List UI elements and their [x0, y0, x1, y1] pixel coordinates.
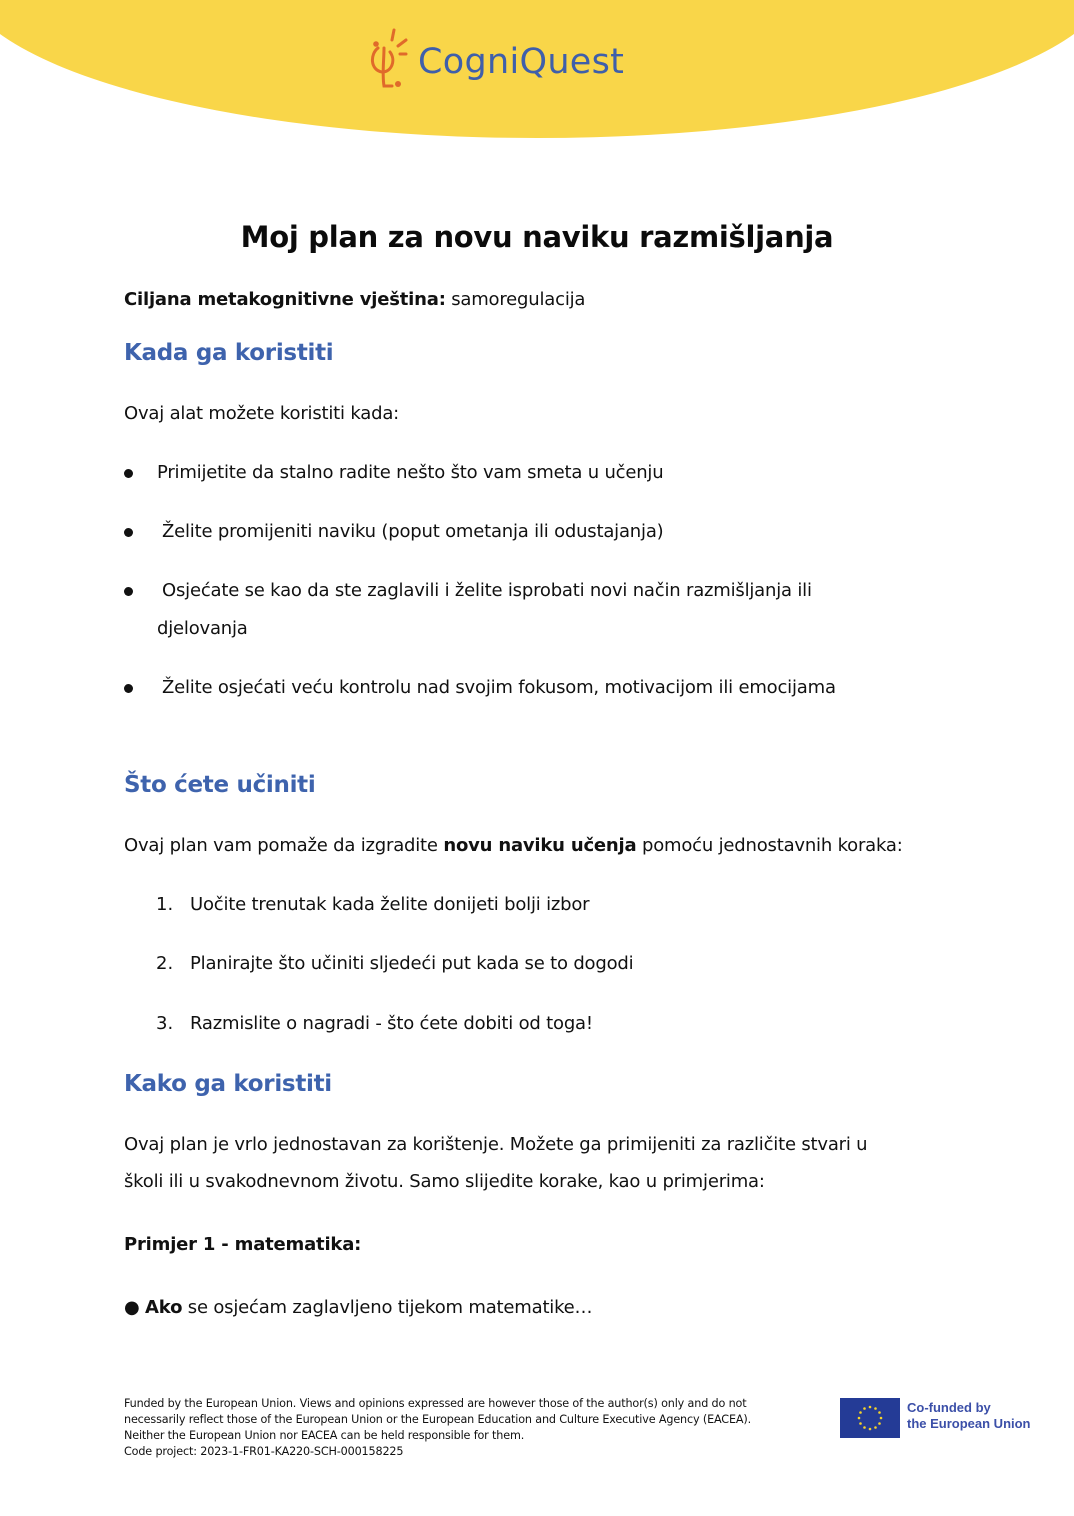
target-skill: [124, 289, 585, 310]
eu-label-line: Co-funded by: [907, 1400, 991, 1415]
when-bullet-4: Želite osjećati veću kontrolu nad svojim fokusom, motivacijom ili emocijama: [162, 677, 836, 698]
target-skill-label: Ciljana metakognitivne vještina:: [124, 289, 446, 310]
bullet-icon: [124, 684, 133, 693]
eu-label-line: the European Union: [907, 1416, 1031, 1431]
example-bullet-bold: Ako: [145, 1297, 183, 1318]
when-bullet-3-cont: djelovanja: [157, 618, 248, 639]
what-intro-bold: novu naviku učenja: [443, 835, 637, 856]
what-intro-after: pomoću jednostavnih koraka:: [642, 835, 903, 856]
example-bullet-text: se osjećam zaglavljeno tijekom matematike…: [187, 1297, 593, 1318]
when-bullet-2: Želite promijeniti naviku (poput ometanja ili odustajanja): [162, 521, 664, 542]
step-2: Planirajte što učiniti sljedeći put kada se to dogodi: [190, 953, 634, 974]
project-code: Code project: 2023-1-FR01-KA220-SCH-000158225: [124, 1445, 404, 1458]
disclaimer-line: Neither the European Union nor EACEA can be held responsible for them.: [124, 1429, 525, 1442]
logo-text: CogniQuest: [418, 42, 625, 82]
when-intro: Ovaj alat možete koristiti kada:: [124, 403, 400, 424]
when-bullet-3: Osjećate se kao da ste zaglavili i želite isprobati novi način razmišljanja ili: [162, 580, 812, 601]
eu-cofunded-label: [907, 1400, 1031, 1432]
disclaimer-line: necessarily reflect those of the European Union or the European Education and Culture Executive Agency (EACEA).: [124, 1413, 752, 1426]
what-intro-before: Ovaj plan vam pomaže da izgradite: [124, 835, 438, 856]
bullet-icon: [124, 469, 133, 478]
how-paragraph-line-1: Ovaj plan je vrlo jednostavan za korištenje. Možete ga primijeniti za različite stvari u: [124, 1134, 868, 1155]
disclaimer-line: Funded by the European Union. Views and opinions expressed are however those of the author(s) only and do not: [124, 1397, 747, 1410]
step-3: Razmislite o nagradi - što ćete dobiti od toga!: [190, 1013, 593, 1034]
step-1: Uočite trenutak kada želite donijeti bolji izbor: [190, 894, 590, 915]
cogniquest-logo: [364, 26, 624, 92]
step-number: 1.: [156, 894, 174, 915]
when-bullet-1: Primijetite da stalno radite nešto što vam smeta u učenju: [157, 462, 664, 483]
page-title: Moj plan za novu naviku razmišljanja: [240, 220, 834, 254]
lightbulb-person-icon: [364, 26, 416, 92]
section-heading-what: Što ćete učiniti: [124, 772, 316, 798]
example-title: Primjer 1 - matematika:: [124, 1234, 362, 1255]
bullet-icon: ●: [124, 1297, 140, 1318]
bullet-icon: [124, 587, 133, 596]
what-intro: [124, 835, 903, 856]
section-heading-when: Kada ga koristiti: [124, 340, 334, 366]
step-number: 3.: [156, 1013, 174, 1034]
funding-disclaimer: [124, 1396, 751, 1460]
how-paragraph-line-2: školi ili u svakodnevnom životu. Samo slijedite korake, kao u primjerima:: [124, 1171, 765, 1192]
example-bullet: [124, 1297, 592, 1318]
section-heading-how: Kako ga koristiti: [124, 1071, 332, 1097]
target-skill-value: samoregulacija: [451, 289, 586, 310]
bullet-icon: [124, 528, 133, 537]
step-number: 2.: [156, 953, 174, 974]
eu-flag-icon: [840, 1398, 900, 1438]
